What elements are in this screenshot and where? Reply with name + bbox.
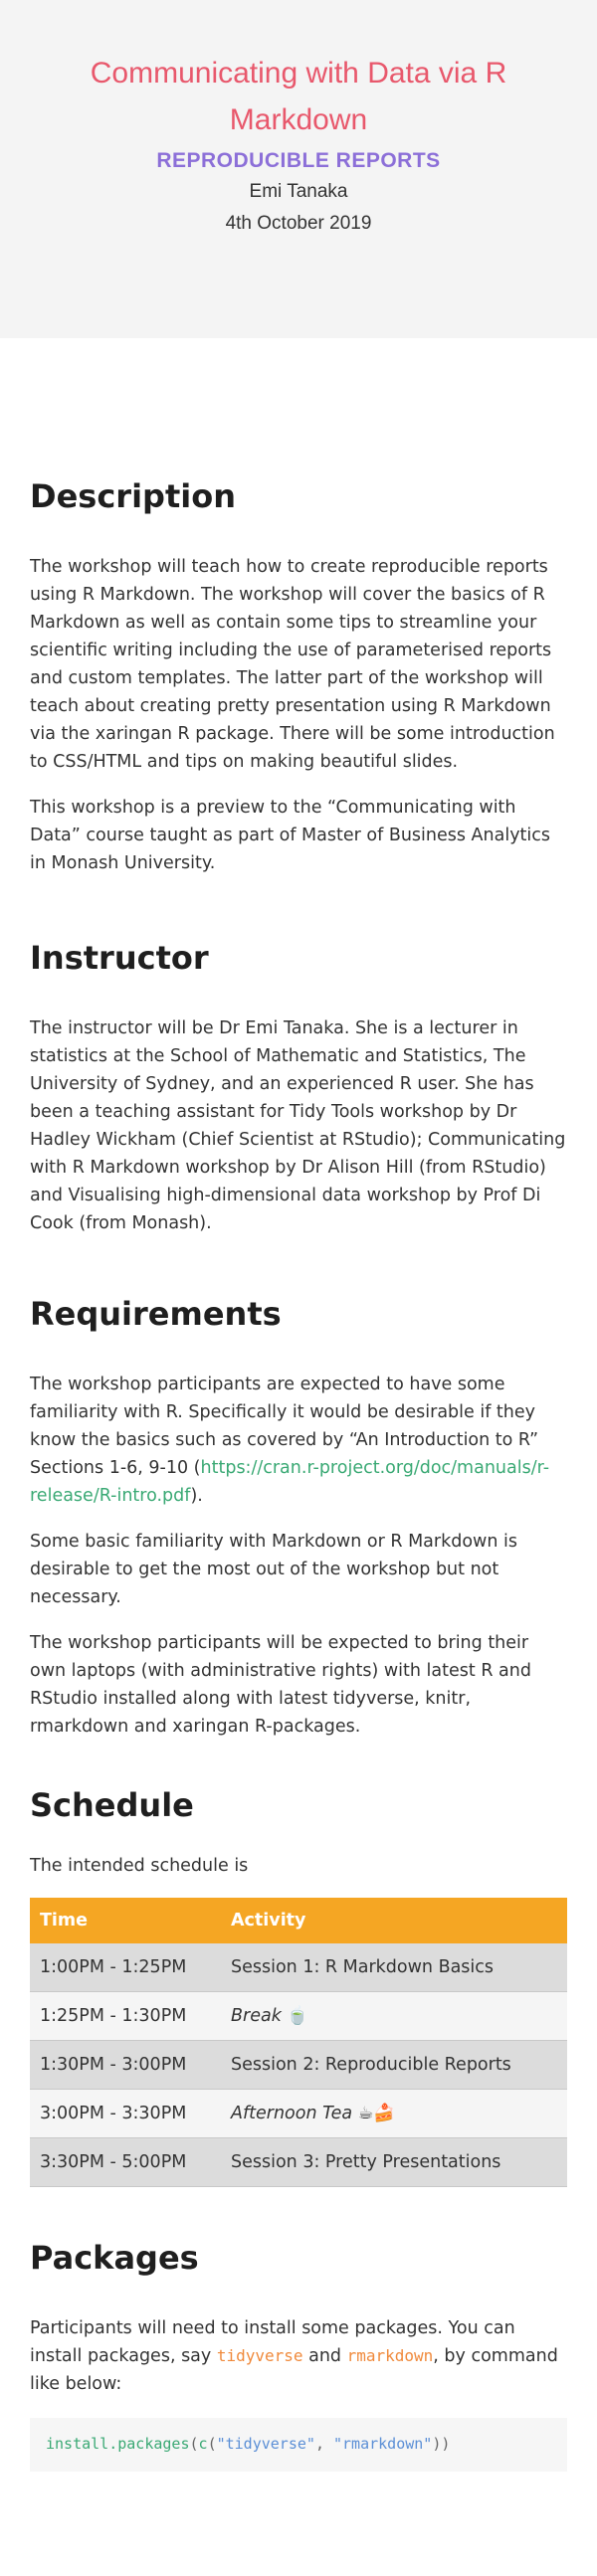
code-paren-open: ( <box>189 2435 199 2453</box>
instructor-heading: Instructor <box>30 939 209 977</box>
schedule-time: 1:25PM - 1:30PM <box>30 1992 221 2041</box>
tea-icon: 🍵 <box>287 2006 309 2026</box>
inline-code-rmarkdown: rmarkdown <box>346 2346 434 2365</box>
code-paren-close: )) <box>432 2435 451 2453</box>
schedule-time: 3:00PM - 3:30PM <box>30 2090 221 2138</box>
requirements-text-after: ). <box>190 1486 203 1506</box>
packages-text-3: , by command like below: <box>30 2346 558 2394</box>
activity-label: Session 1: R Markdown Basics <box>231 1957 495 1977</box>
column-header-time: Time <box>30 1898 221 1943</box>
column-header-activity: Activity <box>221 1898 567 1943</box>
activity-label: Break <box>231 2006 282 2026</box>
code-separator: , <box>314 2435 333 2453</box>
author-name: Emi Tanaka <box>249 181 348 202</box>
schedule-header-row <box>30 1898 567 1943</box>
schedule-table <box>30 1898 567 2187</box>
page-header <box>0 0 597 338</box>
schedule-section <box>30 1786 567 2187</box>
requirements-text-before: The workshop participants are expected to have some familiarity with R. Specifically it would be desirable if they know the basics such as covered by “An Introduction to R” Sections 1-6, 9-10 ( <box>30 1375 539 1478</box>
description-section <box>30 477 567 877</box>
schedule-time: 3:30PM - 5:00PM <box>30 2138 221 2187</box>
requirements-section <box>30 1295 567 1741</box>
page-subtitle: REPRODUCIBLE REPORTS <box>156 149 441 172</box>
description-paragraph-1: The workshop will teach how to create reproducible reports using R Markdown. The workshop will cover the basics of R Markdown as well as contain some tips to streamline your scientific writing including the use of parameterised reports and custom templates. The latter part of the workshop will teach about creating pretty presentation using R Markdown via the xaringan R package. There will be some introduction to CSS/HTML and tips on making beautiful slides. <box>30 557 555 772</box>
packages-heading: Packages <box>30 2239 199 2277</box>
packages-section <box>30 2239 567 2472</box>
code-c-function: c <box>198 2435 208 2453</box>
page-title: Communicating with Data via R Markdown <box>90 57 507 136</box>
schedule-activity <box>221 2138 567 2187</box>
table-row <box>30 1992 567 2041</box>
schedule-time: 1:30PM - 3:00PM <box>30 2041 221 2090</box>
table-row <box>30 2041 567 2090</box>
requirements-paragraph-3: The workshop participants will be expected to bring their own laptops (with administrative rights) with latest R and RStudio installed along with latest tidyverse, knitr, rmarkdown and xaringan R-packages. <box>30 1633 531 1737</box>
packages-paragraph <box>30 2314 567 2398</box>
activity-label: Afternoon Tea <box>231 2104 353 2123</box>
code-function: install.packages <box>46 2435 190 2453</box>
main-content <box>0 477 597 2472</box>
requirements-heading: Requirements <box>30 1295 282 1333</box>
code-paren-open-2: ( <box>207 2435 217 2453</box>
instructor-paragraph: The instructor will be Dr Emi Tanaka. She is a lecturer in statistics at the School of Mathematic and Statistics, The University of Sydney, and an experienced R user. She has been a teaching assistant for Tidy Tools workshop by Dr Hadley Wickham (Chief Scientist at RStudio); Communicating with R Markdown workshop by Dr Alison Hill (from RStudio) and Visualising high-dimensional data workshop by Prof Di Cook (from Monash). <box>30 1018 566 1233</box>
table-row <box>30 2138 567 2187</box>
instructor-section <box>30 939 567 1237</box>
table-row <box>30 2090 567 2138</box>
description-heading: Description <box>30 477 236 515</box>
coffee-cake-icon: ☕🍰 <box>357 2104 396 2123</box>
schedule-activity <box>221 2041 567 2090</box>
schedule-intro: The intended schedule is <box>30 1856 249 1876</box>
publish-date: 4th October 2019 <box>225 213 372 234</box>
code-block[interactable] <box>30 2418 567 2472</box>
schedule-activity <box>221 1992 567 2041</box>
schedule-activity <box>221 1943 567 1992</box>
activity-label: Session 2: Reproducible Reports <box>231 2055 511 2075</box>
r-intro-link[interactable]: https://cran.r-project.org/doc/manuals/r-release/R-intro.pdf <box>30 1458 550 1506</box>
description-paragraph-2: This workshop is a preview to the “Communicating with Data” course taught as part of Master of Business Analytics in Monash University. <box>30 798 551 873</box>
packages-text-2: and <box>302 2346 347 2366</box>
table-row <box>30 1943 567 1992</box>
schedule-heading: Schedule <box>30 1786 194 1824</box>
activity-label: Session 3: Pretty Presentations <box>231 2152 501 2172</box>
code-string-rmarkdown: "rmarkdown" <box>333 2435 433 2453</box>
packages-text-1: Participants will need to install some packages. You can install packages, say <box>30 2318 515 2366</box>
code-string-tidyverse: "tidyverse" <box>216 2435 315 2453</box>
requirements-paragraph-2: Some basic familiarity with Markdown or R Markdown is desirable to get the most out of the workshop but not necessary. <box>30 1532 517 1607</box>
schedule-time: 1:00PM - 1:25PM <box>30 1943 221 1992</box>
inline-code-tidyverse: tidyverse <box>216 2346 303 2365</box>
schedule-activity <box>221 2090 567 2138</box>
requirements-paragraph-1 <box>30 1371 567 1510</box>
